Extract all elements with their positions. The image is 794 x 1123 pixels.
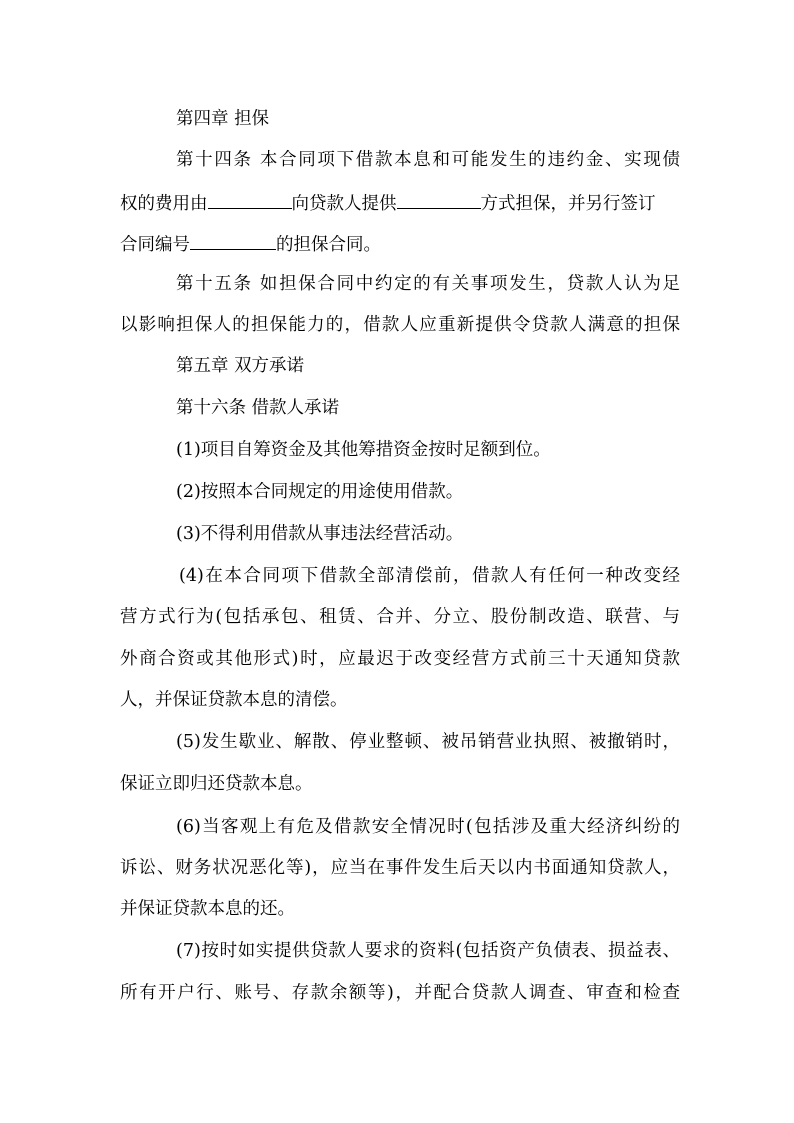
article-14-text-a: 权的费用由 — [120, 194, 208, 214]
article-14-text-d: 合同编号 — [120, 235, 190, 255]
chapter-5-heading: 第五章 双方承诺 — [176, 356, 305, 376]
article-14-text-c: 方式担保，并另行签订 — [480, 194, 656, 214]
contract-number-blank — [190, 231, 276, 250]
clause-5-line-1: (5)发生歇业、解散、停业整顿、被吊销营业执照、被撤销时， — [176, 732, 680, 752]
guarantor-blank — [208, 190, 292, 209]
guarantee-method-blank — [397, 190, 481, 209]
article-14-line-3 — [120, 231, 680, 257]
clause-6-line-2: 诉讼、财务状况恶化等)，应当在事件发生后天以内书面通知贷款人， — [120, 858, 680, 878]
clause-4-line-2: 营方式行为(包括承包、租赁、合并、分立、股份制改造、联营、与 — [120, 607, 680, 627]
clause-7-line-2: 所有开户行、账号、存款余额等)，并配合贷款人调查、审查和检查 — [120, 983, 680, 1003]
article-14-text-e: 的担保合同。 — [276, 235, 381, 255]
clause-7-line-1: (7)按时如实提供贷款人要求的资料(包括资产负债表、损益表、 — [176, 941, 680, 961]
article-14-line-1: 第十四条 本合同项下借款本息和可能发生的违约金、实现债 — [176, 150, 680, 170]
clause-4-line-1: (4)在本合同项下借款全部清偿前，借款人有任何一种改变经 — [179, 566, 680, 586]
clause-2: (2)按照本合同规定的用途使用借款。 — [176, 482, 464, 502]
clause-4-line-3: 外商合资或其他形式)时，应最迟于改变经营方式前三十天通知贷款 — [120, 649, 680, 669]
article-14-line-2 — [120, 190, 680, 216]
article-16-heading: 第十六条 借款人承诺 — [176, 398, 340, 418]
clause-5-line-2: 保证立即归还贷款本息。 — [120, 774, 313, 794]
article-15-line-1: 第十五条 如担保合同中约定的有关事项发生，贷款人认为足 — [176, 274, 680, 294]
clause-1: (1)项目自筹资金及其他筹措资金按时足额到位。 — [176, 440, 551, 460]
article-14-text-b: 向贷款人提供 — [291, 194, 397, 214]
article-15-line-2: 以影响担保人的担保能力的，借款人应重新提供令贷款人满意的担保 — [120, 315, 680, 335]
clause-4-line-4: 人，并保证贷款本息的清偿。 — [120, 690, 348, 710]
clause-6-line-1: (6)当客观上有危及借款安全情况时(包括涉及重大经济纠纷的 — [176, 817, 680, 837]
clause-6-line-3: 并保证贷款本息的还。 — [120, 899, 295, 919]
chapter-4-heading: 第四章 担保 — [176, 109, 270, 129]
clause-3: (3)不得利用借款从事违法经营活动。 — [176, 524, 464, 544]
